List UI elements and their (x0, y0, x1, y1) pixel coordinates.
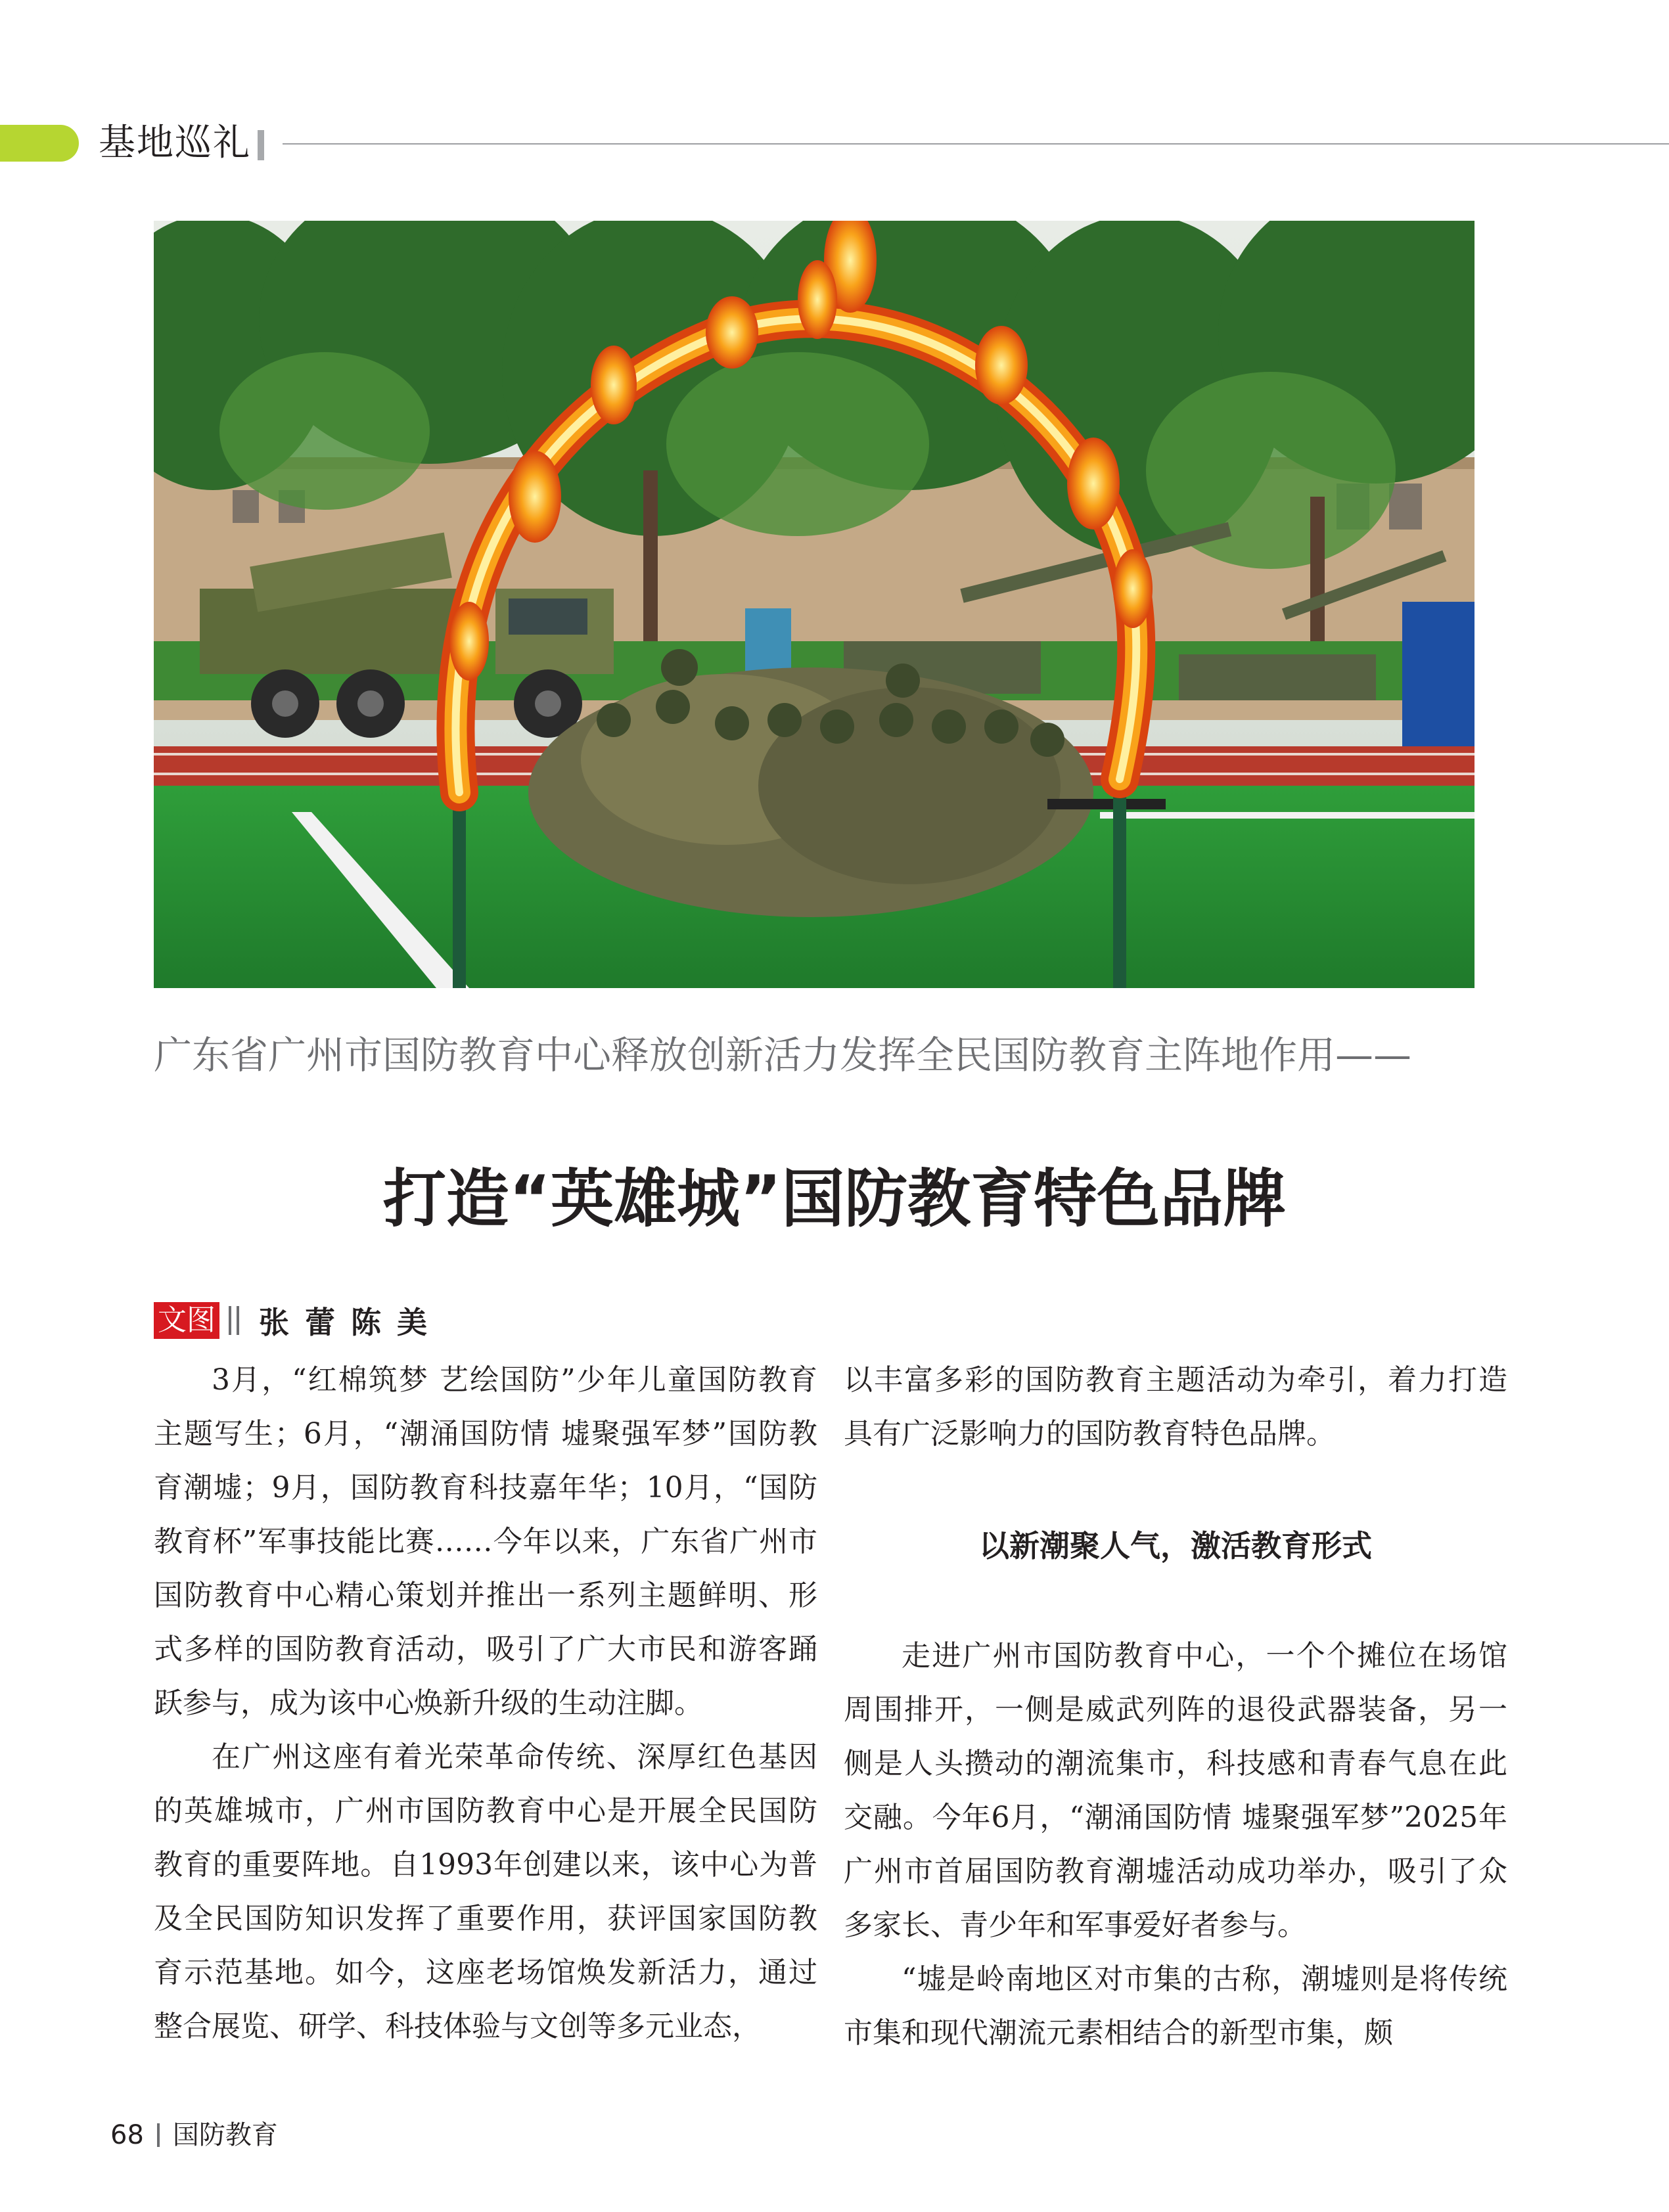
magazine-name: 国防教育 (172, 2120, 278, 2150)
fire-ring-training-photo-icon (154, 221, 1475, 988)
section-accent-pill (0, 125, 79, 162)
byline (154, 1301, 443, 1340)
section-divider-bar (258, 130, 264, 160)
paragraph: 以丰富多彩的国防教育主题活动为牵引，着力打造具有广泛影响力的国防教育特色品牌。 (844, 1363, 1507, 1451)
paragraph: “墟是岭南地区对市集的古称，潮墟则是将传统市集和现代潮流元素相结合的新型市集，颇 (844, 1962, 1507, 2050)
feature-photo (154, 221, 1475, 988)
paragraph: 走进广州市国防教育中心，一个个摊位在场馆周围排开，一侧是威武列阵的退役武器装备，另一侧是人头攒动的潮流集市，科技感和青春气息在此交融。今年6月，“潮涌国防情 墟聚强军梦”2025年广州市首届国防教育潮墟活动成功举办，吸引了众多家长、青少年和军事爱好者参与。 (844, 1639, 1507, 1942)
footer-divider (157, 2123, 160, 2147)
article-title: 打造“英雄城”国防教育特色品牌 (382, 1162, 1287, 1236)
byline-divider (229, 1306, 239, 1335)
section-subheading: 以新潮聚人气，激活教育形式 (979, 1528, 1372, 1564)
paragraph: 在广州这座有着光荣革命传统、深厚红色基因的英雄城市，广州市国防教育中心是开展全民国防教育的重要阵地。自1993年创建以来，该中心为普及全民国防知识发挥了重要作用，获评国家国防教育示范基地。如今，这座老场馆焕发新活力，通过整合展览、研学、科技体验与文创等多元业态， (154, 1740, 817, 2043)
article-kicker: 广东省广州市国防教育中心释放创新活力发挥全民国防教育主阵地作用—— (154, 1033, 1412, 1077)
header-rule (283, 143, 1669, 145)
paragraph: 3月，“红棉筑梦 艺绘国防”少年儿童国防教育主题写生；6月，“潮涌国防情 墟聚强军梦”国防教育潮墟；9月，国防教育科技嘉年华；10月，“国防教育杯”军事技能比赛……今年以来，广东省广州市国防教育中心精心策划并推出一系列主题鲜明、形式多样的国防教育活动，吸引了广大市民和游客踊跃参与，成为该中心焕新升级的生动注脚。 (154, 1363, 817, 1720)
page-number: 68 (110, 2120, 144, 2150)
byline-tag: 文图 (154, 1302, 219, 1339)
right-column (844, 1353, 1507, 2060)
byline-authors: 张蕾陈美 (259, 1305, 443, 1340)
page-footer (110, 2115, 278, 2155)
section-title: 基地巡礼 (99, 122, 251, 164)
left-column (154, 1353, 817, 2054)
